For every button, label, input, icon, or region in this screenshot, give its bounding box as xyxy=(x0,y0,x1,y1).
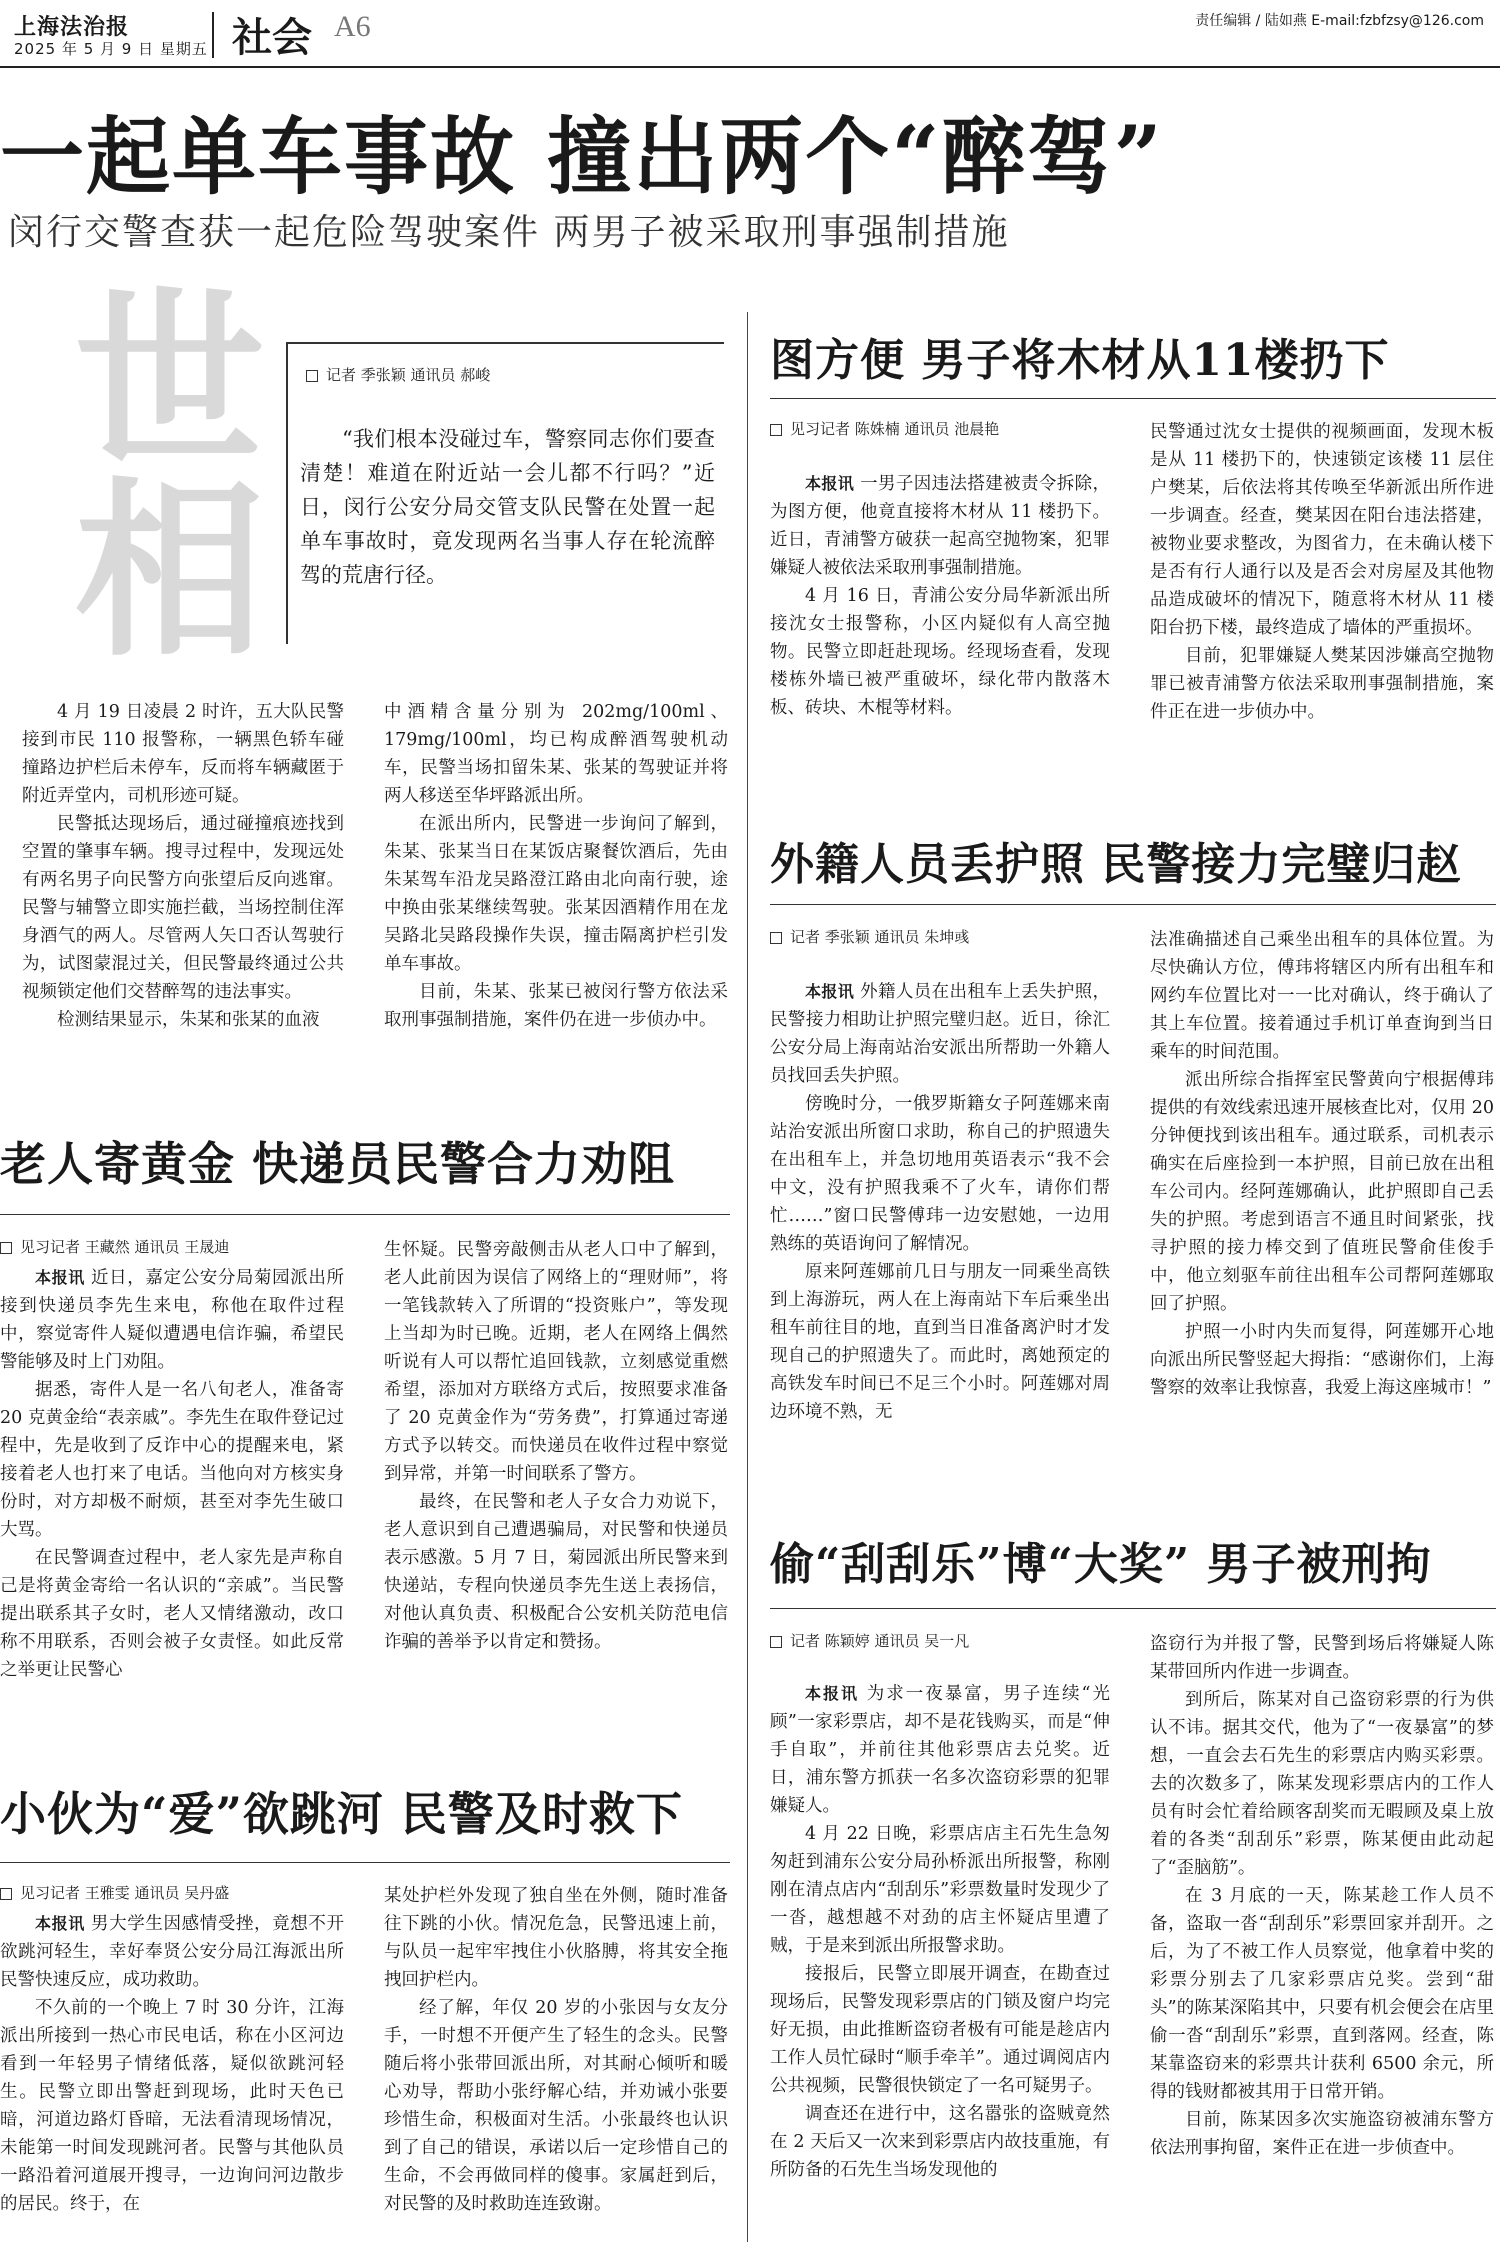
paragraph: 傍晚时分，一俄罗斯籍女子阿莲娜来南站治安派出所窗口求助，称自己的护照遗失在出租车上，并急切地用英语表示“我不会中文，没有护照我乘不了火车，请你们帮忙……”窗口民警傅玮一边安慰她，一边用熟练的英语询问了解情况。 xyxy=(770,1094,1110,1254)
river-article-col2 xyxy=(384,1882,728,2218)
paragraph: 目前，陈某因多次实施盗窃被浦东警方依法刑事拘留，案件正在进一步侦查中。 xyxy=(1150,2110,1494,2158)
lead-tag: 本报讯 xyxy=(805,982,855,1001)
paragraph: 中酒精含量分别为 202mg/100ml、179mg/100ml，均已构成醉酒驾驶机动车，民警当场扣留朱某、张某的驾驶证并将两人移送至华坪路派出所。 xyxy=(384,702,728,806)
lottery-article-col2 xyxy=(1150,1630,1494,2162)
headline-rule xyxy=(0,1862,730,1863)
headline-rule xyxy=(770,1608,1496,1609)
editor-credit: 责任编辑 / 陆如燕 E-mail:fzbfzsy@126.com xyxy=(1195,13,1484,29)
wood-article-headline: 图方便 男子将木材从11楼扔下 xyxy=(770,335,1390,386)
paragraph-text: 男大学生因感情受挫，竟想不开欲跳河轻生，幸好奉贤公安分局江海派出所民警快速反应，成功救助。 xyxy=(0,1914,344,1990)
paragraph xyxy=(770,978,1110,1090)
paragraph: 法准确描述自己乘坐出租车的具体位置。为尽快确认方位，傅玮将辖区内所有出租车和网约车位置比对一一比对确认，终于确认了其上车位置。接着通过手机订单查询到当日乘车的时间范围。 xyxy=(1150,930,1494,1062)
lead-body-col2 xyxy=(384,698,728,1034)
paragraph: 到所后，陈某对自己盗窃彩票的行为供认不讳。据其交代，他为了“一夜暴富”的梦想，一直会去石先生的彩票店内购买彩票。去的次数多了，陈某发现彩票店内的工作人员有时会忙着给顾客刮奖而无暇顾及桌上放着的各类“刮刮乐”彩票，陈某便由此动起了“歪脑筋”。 xyxy=(1150,1690,1494,1878)
paragraph: 在 3 月底的一天，陈某趁工作人员不备，盗取一沓“刮刮乐”彩票回家并刮开。之后，为了不被工作人员察觉，他拿着中奖的彩票分别去了几家彩票店兑奖。尝到“甜头”的陈某深陷其中，只要有机会便会在店里偷一沓“刮刮乐”彩票，直到落网。经查，陈某靠盗窃来的彩票共计获利 6500 余元，所得的钱财都被其用于日常开销。 xyxy=(1150,1886,1494,2102)
lead-tag: 本报讯 xyxy=(35,1268,85,1287)
byline-text: 见习记者 王雅雯 通讯员 吴丹盛 xyxy=(20,1884,230,1902)
newspaper-logo: 上海法治报 xyxy=(14,14,130,40)
gold-article-col2 xyxy=(384,1236,728,1656)
paragraph: 在派出所内，民警进一步询问了解到，朱某、张某当日在某饭店聚餐饮酒后，先由朱某驾车沿龙吴路澄江路由北向南行驶，途中换由张某继续驾驶。张某因酒精作用在龙吴路北吴路段操作失误，撞击隔离护栏引发单车事故。 xyxy=(384,814,728,974)
paragraph: 接报后，民警立即展开调查，在勘查过现场后，民警发现彩票店的门锁及窗户均完好无损，由此推断盗窃者极有可能是趁店内工作人员忙碌时“顺手牵羊”。通过调阅店内公共视频，民警很快锁定了一名可疑男子。 xyxy=(770,1964,1110,2096)
paragraph: 某处护栏外发现了独自坐在外侧，随时准备往下跳的小伙。情况危急，民警迅速上前，与队员一起牢牢拽住小伙胳膊，将其安全拖拽回护栏内。 xyxy=(384,1886,728,1990)
page-number: A6 xyxy=(334,10,371,43)
river-article-col1 xyxy=(0,1910,344,2218)
paragraph xyxy=(770,1680,1110,1820)
issue-date: 2025 年 5 月 9 日 星期五 xyxy=(14,40,208,58)
paragraph: 护照一小时内失而复得，阿莲娜开心地向派出所民警竖起大拇指：“感谢你们，上海警察的效率让我惊喜，我爱上海这座城市！” xyxy=(1150,1322,1494,1398)
paragraph-text: 近日，嘉定公安分局菊园派出所接到快递员李先生来电，称他在取件过程中，察觉寄件人疑似遭遇电信诈骗，希望民警能够及时上门劝阻。 xyxy=(0,1268,344,1372)
lead-byline xyxy=(306,364,490,385)
byline-text: 记者 季张颖 通讯员 郝峻 xyxy=(326,366,491,384)
paragraph: 盗窃行为并报了警，民警到场后将嫌疑人陈某带回所内作进一步调查。 xyxy=(1150,1634,1494,1682)
paragraph: 目前，犯罪嫌疑人樊某因涉嫌高空抛物罪已被青浦警方依法采取刑事强制措施，案件正在进一步侦办中。 xyxy=(1150,646,1494,722)
headline-rule xyxy=(770,398,1496,399)
byline-text: 见习记者 陈姝楠 通讯员 池晨艳 xyxy=(790,420,1000,438)
paragraph: 目前，朱某、张某已被闵行警方依法采取刑事强制措施，案件仍在进一步侦办中。 xyxy=(384,982,728,1030)
paragraph: 最终，在民警和老人子女合力劝说下，老人意识到自己遭遇骗局，对民警和快递员表示感激。5 月 7 日，菊园派出所民警来到快递站，专程向快递员李先生送上表扬信，对他认真负责、积极配合公安机关防范电信诈骗的善举予以肯定和赞扬。 xyxy=(384,1492,728,1652)
masthead-rule xyxy=(0,66,1500,68)
gold-article-headline: 老人寄黄金 快递员民警合力劝阻 xyxy=(0,1137,676,1191)
lottery-article-col1 xyxy=(770,1680,1110,2184)
square-icon xyxy=(306,370,318,382)
paragraph xyxy=(770,470,1110,582)
square-icon xyxy=(770,424,782,436)
square-icon xyxy=(0,1242,12,1254)
paragraph: 调查还在进行中，这名嚣张的盗贼竟然在 2 天后又一次来到彩票店内故技重施，有所防备的石先生当场发现他的 xyxy=(770,2104,1110,2180)
paragraph xyxy=(0,1264,344,1376)
paragraph: 4 月 16 日，青浦公安分局华新派出所接沈女士报警称，小区内疑似有人高空抛物。民警立即赶赴现场。经现场查看，发现楼栋外墙已被严重破坏，绿化带内散落木板、砖块、木棍等材料。 xyxy=(770,586,1110,718)
column-watermark: 世相 xyxy=(43,280,266,660)
paragraph: 不久前的一个晚上 7 时 30 分许，江海派出所接到一热心市民电话，称在小区河边看到一年轻男子情绪低落，疑似欲跳河轻生。民警立即出警赶到现场，此时天色已暗，河道边路灯昏暗，无法看清现场情况，未能第一时间发现跳河者。民警与其他队员一路沿着河道展开搜寻，一边询问河边散步的居民。终于，在 xyxy=(0,1998,344,2214)
paragraph-text: 一男子因违法搭建被责令拆除，为图方便，他竟直接将木材从 11 楼扔下。近日，青浦警方破获一起高空抛物案，犯罪嫌疑人被依法采取刑事强制措施。 xyxy=(770,474,1110,578)
lead-tag: 本报讯 xyxy=(805,474,855,493)
passport-article-byline xyxy=(770,926,969,947)
paragraph: 经了解，年仅 20 岁的小张因与女友分手，一时想不开便产生了轻生的念头。民警随后将小张带回派出所，对其耐心倾听和暖心劝导，帮助小张纾解心结，并劝诫小张要珍惜生命，积极面对生活。小张最终也认识到了自己的错误，承诺以后一定珍惜自己的生命，不会再做同样的傻事。家属赶到后，对民警的及时救助连连致谢。 xyxy=(384,1998,728,2214)
paragraph: 派出所综合指挥室民警黄向宁根据傅玮提供的有效线索迅速开展核查比对，仅用 20 分钟便找到该出租车。通过联系，司机表示确实在后座捡到一本护照，目前已放在出租车公司内。经阿莲娜确认，此护照即自己丢失的护照。考虑到语言不通且时间紧张，找寻护照的接力棒交到了值班民警俞佳俊手中，他立刻驱车前往出租车公司帮阿莲娜取回了护照。 xyxy=(1150,1070,1494,1314)
section-name: 社会 xyxy=(232,15,312,61)
column-divider xyxy=(747,312,748,2242)
paragraph: 在民警调查过程中，老人家先是声称自己是将黄金寄给一名认识的“亲戚”。当民警提出联系其子女时，老人又情绪激动，改口称不用联系，否则会被子女责怪。如此反常之举更让民警心 xyxy=(0,1548,344,1680)
paragraph: 原来阿莲娜前几日与朋友一同乘坐高铁到上海游玩，两人在上海南站下车后乘坐出租车前往目的地，直到当日准备离沪时才发现自己的护照遗失了。而此时，离她预定的高铁发车时间已不足三个小时。阿莲娜对周边环境不熟，无 xyxy=(770,1262,1110,1422)
paragraph-text: 为求一夜暴富，男子连续“光顾”一家彩票店，却不是花钱购买，而是“伸手自取”，并前往其他彩票店去兑奖。近日，浦东警方抓获一名多次盗窃彩票的犯罪嫌疑人。 xyxy=(770,1684,1110,1816)
square-icon xyxy=(0,1888,12,1900)
lead-tag: 本报讯 xyxy=(805,1684,860,1703)
paragraph: 4 月 22 日晚，彩票店店主石先生急匆匆赶到浦东公安分局孙桥派出所报警，称刚刚在清点店内“刮刮乐”彩票数量时发现少了一沓，越想越不对劲的店主怀疑店里遭了贼，于是来到派出所报警求助。 xyxy=(770,1824,1110,1956)
headline-rule xyxy=(0,1214,730,1215)
passport-article-headline: 外籍人员丢护照 民警接力完璧归赵 xyxy=(770,839,1462,890)
paragraph: 民警抵达现场后，通过碰撞痕迹找到空置的肇事车辆。搜寻过程中，发现远处有两名男子向民警方向张望后反向逃窜。民警与辅警立即实施拦截，当场控制住浑身酒气的两人。尽管两人矢口否认驾驶行为，试图蒙混过关，但民警最终通过公共视频锁定他们交替醉驾的违法事实。 xyxy=(22,814,344,1002)
square-icon xyxy=(770,932,782,944)
paragraph: 生怀疑。民警旁敲侧击从老人口中了解到，老人此前因为误信了网络上的“理财师”，将一笔钱款转入了所谓的“投资账户”，等发现上当却为时已晚。近期，老人在网络上偶然听说有人可以帮忙追回钱款，立刻感觉重燃希望，添加对方联络方式后，按照要求准备了 20 克黄金作为“劳务费”，打算通过寄递方式予以转交。而快递员在收件过程中察觉到异常，并第一时间联系了警方。 xyxy=(384,1240,728,1484)
gold-article-col1 xyxy=(0,1264,344,1684)
paragraph xyxy=(0,1910,344,1994)
headline-rule xyxy=(770,904,1496,905)
lead-headline: 一起单车事故 撞出两个“醉驾” xyxy=(0,107,1164,206)
byline-text: 记者 陈颖婷 通讯员 吴一凡 xyxy=(790,1632,970,1650)
byline-text: 记者 季张颖 通讯员 朱坤彧 xyxy=(790,928,970,946)
paragraph: 民警通过沈女士提供的视频画面，发现木板是从 11 楼扔下的，快速锁定该楼 11 层住户樊某，后依法将其传唤至华新派出所作进一步调查。经查，樊某因在阳台违法搭建，被物业要求整改，为图省力，在未确认楼下是否有行人通行以及是否会对房屋及其他物品造成破坏的情况下，随意将木材从 11 楼阳台扔下楼，最终造成了墙体的严重损坏。 xyxy=(1150,422,1494,638)
lead-subheadline: 闵行交警查获一起危险驾驶案件 两男子被采取刑事强制措施 xyxy=(8,212,1010,253)
lead-intro-text: “我们根本没碰过车，警察同志你们要查清楚！难道在附近站一会儿都不行吗？”近日，闵行公安分局交管支队民警在处置一起单车事故时，竟发现两名当事人存在轮流醉驾的荒唐行径。 xyxy=(300,427,715,587)
gold-article-byline xyxy=(0,1236,229,1257)
lead-intro-box xyxy=(286,342,724,644)
wood-article-byline xyxy=(770,418,999,439)
lottery-article-headline: 偷“刮刮乐”博“大奖” 男子被刑拘 xyxy=(770,1539,1432,1590)
paragraph: 据悉，寄件人是一名八旬老人，准备寄 20 克黄金给“表亲戚”。李先生在取件登记过程中，先是收到了反诈中心的提醒来电，紧接着老人也打来了电话。当他向对方核实身份时，对方却极不耐烦，甚至对李先生破口大骂。 xyxy=(0,1380,344,1540)
lead-body-col1 xyxy=(22,698,344,1034)
masthead-divider xyxy=(212,12,214,58)
wood-article-col2 xyxy=(1150,418,1494,726)
river-article-byline xyxy=(0,1882,229,1903)
lottery-article-byline xyxy=(770,1630,969,1651)
wood-article-col1 xyxy=(770,470,1110,722)
paragraph: 4 月 19 日凌晨 2 时许，五大队民警接到市民 110 报警称，一辆黑色轿车碰撞路边护栏后未停车，反而将车辆藏匿于附近弄堂内，司机形迹可疑。 xyxy=(22,702,344,806)
passport-article-col1 xyxy=(770,978,1110,1426)
paragraph: 检测结果显示，朱某和张某的血液 xyxy=(57,1010,320,1030)
byline-text: 见习记者 王藏然 通讯员 王晟迪 xyxy=(20,1238,230,1256)
lead-tag: 本报讯 xyxy=(35,1914,85,1933)
passport-article-col2 xyxy=(1150,926,1494,1402)
square-icon xyxy=(770,1636,782,1648)
river-article-headline: 小伙为“爱”欲跳河 民警及时救下 xyxy=(0,1787,683,1841)
paragraph-text: 外籍人员在出租车上丢失护照，民警接力相助让护照完璧归赵。近日，徐汇公安分局上海南站治安派出所帮助一外籍人员找回丢失护照。 xyxy=(770,982,1110,1086)
